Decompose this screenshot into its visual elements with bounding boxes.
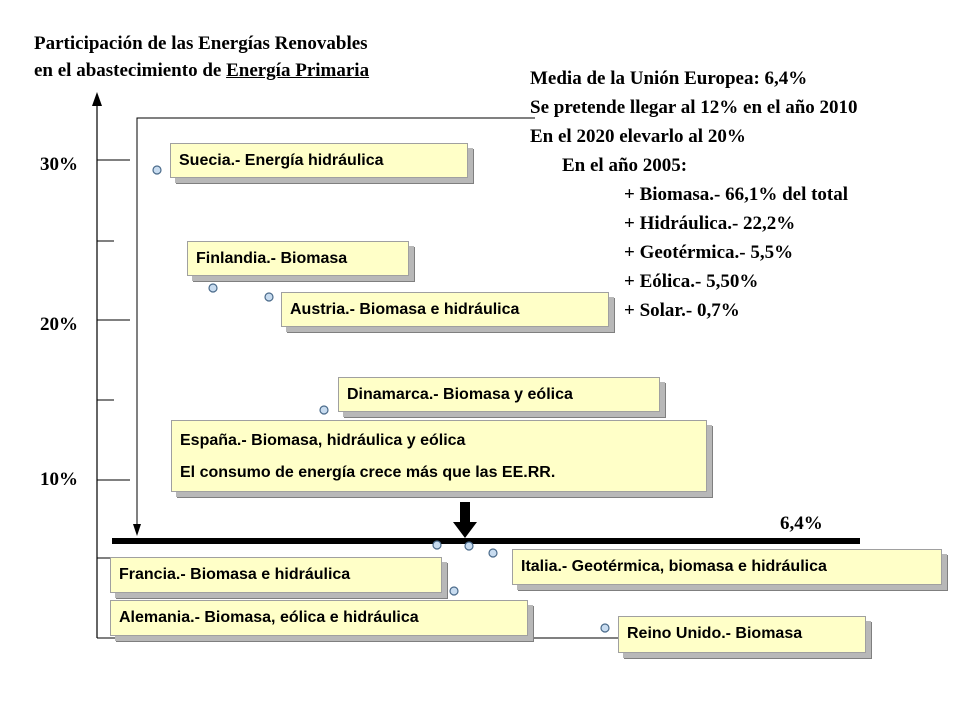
box-francia-label: Francia.- Biomasa e hidráulica <box>119 566 351 583</box>
info-item-hidraulica: + Hidráulica.- 22,2% <box>624 213 796 234</box>
marker-espana <box>433 541 441 549</box>
marker-suecia <box>153 166 161 174</box>
info-line-3: En el 2020 elevarlo al 20% <box>530 126 746 147</box>
title-line-2-underlined: Energía Primaria <box>226 60 370 81</box>
tick-label-30: 30% <box>40 154 78 175</box>
info-line-4: En el año 2005: <box>562 155 688 176</box>
info-item-solar: + Solar.- 0,7% <box>624 300 740 321</box>
page-title <box>34 30 369 84</box>
info-item-eolica: + Eólica.- 5,50% <box>624 271 759 292</box>
box-reino-unido <box>618 616 866 653</box>
marker-reino-unido <box>601 624 609 632</box>
box-francia <box>110 557 442 593</box>
marker-italia <box>489 549 497 557</box>
box-finlandia <box>187 241 409 276</box>
box-espana-line-2: El consumo de energía crece más que las EE.RR. <box>180 464 556 481</box>
average-label: 6,4% <box>780 513 823 534</box>
box-austria <box>281 292 609 327</box>
tick-label-10: 10% <box>40 469 78 490</box>
title-line-2 <box>34 57 369 84</box>
marker-promedio <box>465 542 473 550</box>
box-reino-unido-label: Reino Unido.- Biomasa <box>627 625 803 642</box>
marker-dinamarca <box>320 406 328 414</box>
box-italia <box>512 549 942 585</box>
box-alemania-label: Alemania.- Biomasa, eólica e hidráulica <box>119 609 419 626</box>
info-line-2: Se pretende llegar al 12% en el año 2010 <box>530 97 858 118</box>
box-suecia-label: Suecia.- Energía hidráulica <box>179 152 384 169</box>
info-item-geotermica: + Geotérmica.- 5,5% <box>624 242 794 263</box>
average-arrow-icon <box>453 522 477 538</box>
box-espana <box>171 420 707 492</box>
info-item-biomasa: + Biomasa.- 66,1% del total <box>624 184 849 205</box>
box-finlandia-label: Finlandia.- Biomasa <box>196 250 348 267</box>
box-alemania <box>110 600 528 636</box>
marker-alemania <box>450 587 458 595</box>
info-line-1: Media de la Unión Europea: 6,4% <box>530 68 808 89</box>
info-panel <box>530 64 858 325</box>
title-line-1: Participación de las Energías Renovables <box>34 33 368 54</box>
box-italia-label: Italia.- Geotérmica, biomasa e hidráulica <box>521 558 827 575</box>
box-dinamarca <box>338 377 660 412</box>
tick-label-20: 20% <box>40 314 78 335</box>
box-suecia <box>170 143 468 178</box>
box-espana-line-1: España.- Biomasa, hidráulica y eólica <box>180 432 466 449</box>
marker-austria <box>265 293 273 301</box>
marker-finlandia <box>209 284 217 292</box>
box-austria-label: Austria.- Biomasa e hidráulica <box>290 301 520 318</box>
title-line-2-prefix: en el abastecimiento de <box>34 60 227 81</box>
box-dinamarca-label: Dinamarca.- Biomasa y eólica <box>347 386 573 403</box>
